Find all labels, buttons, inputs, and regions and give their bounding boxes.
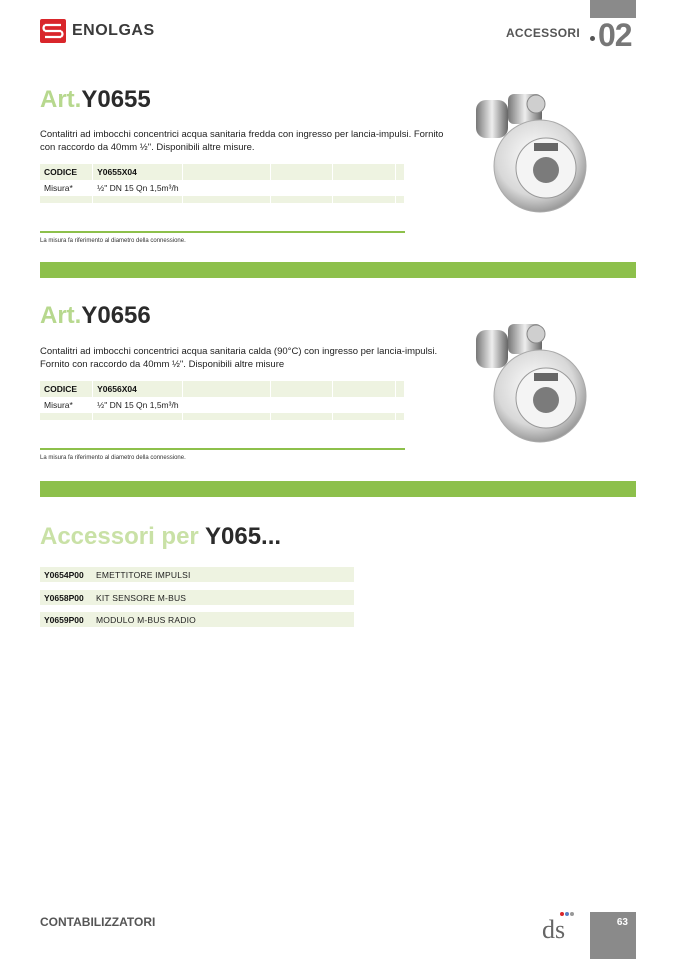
accessories-code: Y065... xyxy=(205,523,282,550)
article-code: Y0655 xyxy=(81,86,151,113)
page-number: 63 xyxy=(616,917,628,928)
article-description: Contalitri ad imbocchi concentrici acqua sanitaria fredda con ingresso per lancia-impulsi. Fornito con raccordo da 40mm ½". Disponibili altre misure. xyxy=(40,129,444,153)
spec-head-value: Y0655X04 xyxy=(93,164,183,180)
spec-head-value: Y0656X04 xyxy=(93,381,183,397)
section-tab xyxy=(590,0,636,18)
spec-row-value: ½" DN 15 Qn 1,5m³/h xyxy=(93,397,405,413)
section-band xyxy=(40,481,636,497)
brand-name: ENOLGAS xyxy=(72,22,155,39)
article-code: Y0656 xyxy=(81,302,151,329)
ds-logo xyxy=(540,910,580,944)
section-dot xyxy=(590,36,595,41)
water-meter-image xyxy=(468,318,588,448)
accessory-description: KIT SENSORE M-BUS xyxy=(96,592,187,603)
article-title xyxy=(40,302,151,330)
accessories-prefix: Accessori per xyxy=(40,523,205,550)
article-description: Contalitri ad imbocchi concentrici acqua sanitaria calda (90°C) con ingresso per lancia-impulsi. Fornito con raccordo da 40mm ½". Disponibili altre misure xyxy=(40,346,438,370)
enolgas-logo xyxy=(40,19,155,43)
accessories-title xyxy=(40,523,281,551)
accessory-row xyxy=(40,590,354,605)
footer-category: CONTABILIZZATORI xyxy=(40,915,156,929)
article-title xyxy=(40,86,151,114)
accessory-description: MODULO M-BUS RADIO xyxy=(96,614,196,625)
divider-rule xyxy=(40,448,405,450)
spec-head-label: CODICE xyxy=(40,381,93,397)
article-prefix: Art. xyxy=(40,86,82,113)
section-number: 02 xyxy=(598,17,632,53)
spec-table xyxy=(40,381,405,420)
article-note: La misura fa riferimento al diametro della connessione. xyxy=(40,238,186,244)
water-meter-image xyxy=(468,88,588,218)
accessory-row xyxy=(40,612,354,627)
accessory-code: Y0658P00 xyxy=(44,592,84,603)
enolgas-logo-icon xyxy=(40,19,66,43)
section-label: ACCESSORI xyxy=(505,26,580,40)
section-band xyxy=(40,262,636,278)
ds-logo-text: ds xyxy=(542,915,566,944)
accessory-code: Y0659P00 xyxy=(44,614,84,625)
accessory-code: Y0654P00 xyxy=(44,569,84,580)
spec-head-label: CODICE xyxy=(40,164,93,180)
article-note: La misura fa riferimento al diametro della connessione. xyxy=(40,455,186,461)
accessory-description: EMETTITORE IMPULSI xyxy=(96,569,191,580)
spec-row-value: ½" DN 15 Qn 1,5m³/h xyxy=(93,180,405,196)
accessory-row xyxy=(40,567,354,582)
spec-table xyxy=(40,164,405,203)
article-prefix: Art. xyxy=(40,302,82,329)
spec-row-label: Misura* xyxy=(40,397,93,413)
divider-rule xyxy=(40,231,405,233)
page-number-tab xyxy=(590,912,636,959)
spec-row-label: Misura* xyxy=(40,180,93,196)
